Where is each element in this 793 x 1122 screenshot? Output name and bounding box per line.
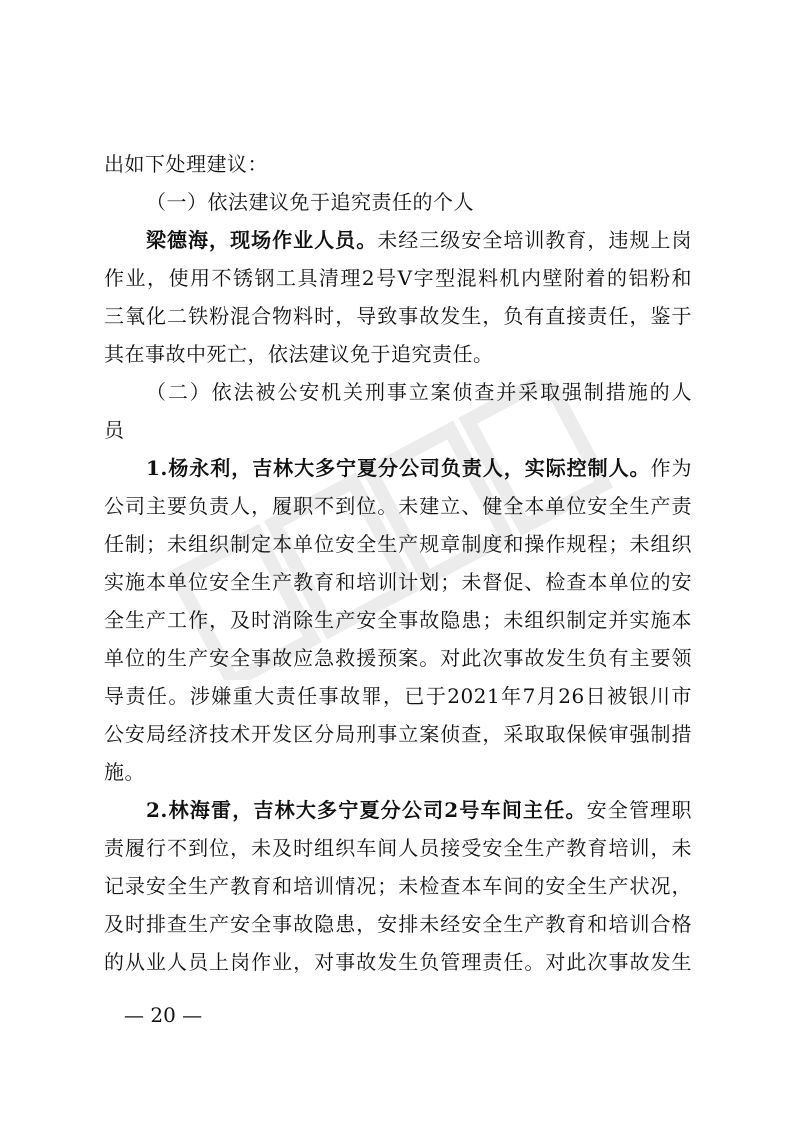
paragraph-line: 公司主要负责人，履职不到位。未建立、健全本单位安全生产责 bbox=[104, 494, 692, 518]
person-name-heading: 1.杨永利，吉林大多宁夏分公司负责人，实际控制人。 bbox=[146, 456, 651, 480]
paragraph-line: 三氧化二铁粉混合物料时，导致事故发生，负有直接责任，鉴于 bbox=[104, 304, 692, 328]
paragraph-line: 其在事故中死亡，依法建议免于追究责任。 bbox=[104, 342, 494, 366]
person-name-heading: 梁德海，现场作业人员。 bbox=[146, 228, 378, 252]
paragraph-line: 公安局经济技术开发区分局刑事立案侦查，采取取保候审强制措 bbox=[104, 722, 692, 746]
paragraph-line: 全生产工作，及时消除生产安全事故隐患；未组织制定并实施本 bbox=[104, 608, 692, 632]
paragraph-line: 实施本单位安全生产教育和培训计划；未督促、检查本单位的安 bbox=[104, 570, 692, 594]
person-name-heading: 2.林海雷，吉林大多宁夏分公司2号车间主任。 bbox=[146, 798, 587, 822]
section-heading-1: （一）依法建议免于追究责任的个人 bbox=[146, 190, 474, 214]
paragraph-line: 任制；未组织制定本单位安全生产规章制度和操作规程；未组织 bbox=[104, 532, 692, 556]
paragraph-lin-hailei-line-1 bbox=[146, 797, 692, 823]
intro-line: 出如下处理建议： bbox=[104, 152, 268, 176]
paragraph-yang-yongli-line-1 bbox=[146, 455, 692, 481]
paragraph-liang-dehai-line-1 bbox=[146, 227, 692, 253]
section-heading-2: （二）依法被公安机关刑事立案侦查并采取强制措施的人 bbox=[146, 380, 692, 404]
paragraph-line: 施。 bbox=[104, 760, 145, 784]
paragraph-line: 导责任。涉嫌重大责任事故罪，已于2021年7月26日被银川市 bbox=[104, 684, 692, 708]
paragraph-line: 作业，使用不锈钢工具清理2号V字型混料机内壁附着的铝粉和 bbox=[104, 266, 692, 290]
paragraph-line: 的从业人员上岗作业，对事故发生负管理责任。对此次事故发生 bbox=[104, 950, 692, 974]
section-heading-2-cont: 员 bbox=[104, 418, 125, 442]
paragraph-text: 安全管理职 bbox=[586, 798, 693, 822]
page-number: — 20 — bbox=[124, 1003, 203, 1027]
paragraph-line: 及时排查生产安全事故隐患，安排未经安全生产教育和培训合格 bbox=[104, 912, 692, 936]
paragraph-text: 未经三级安全培训教育，违规上岗 bbox=[377, 228, 693, 252]
paragraph-line: 责履行不到位，未及时组织车间人员接受安全生产教育培训，未 bbox=[104, 836, 692, 860]
paragraph-text: 作为 bbox=[650, 456, 692, 480]
paragraph-line: 记录安全生产教育和培训情况；未检查本车间的安全生产状况， bbox=[104, 874, 692, 898]
paragraph-line: 单位的生产安全事故应急救援预案。对此次事故发生负有主要领 bbox=[104, 646, 692, 670]
